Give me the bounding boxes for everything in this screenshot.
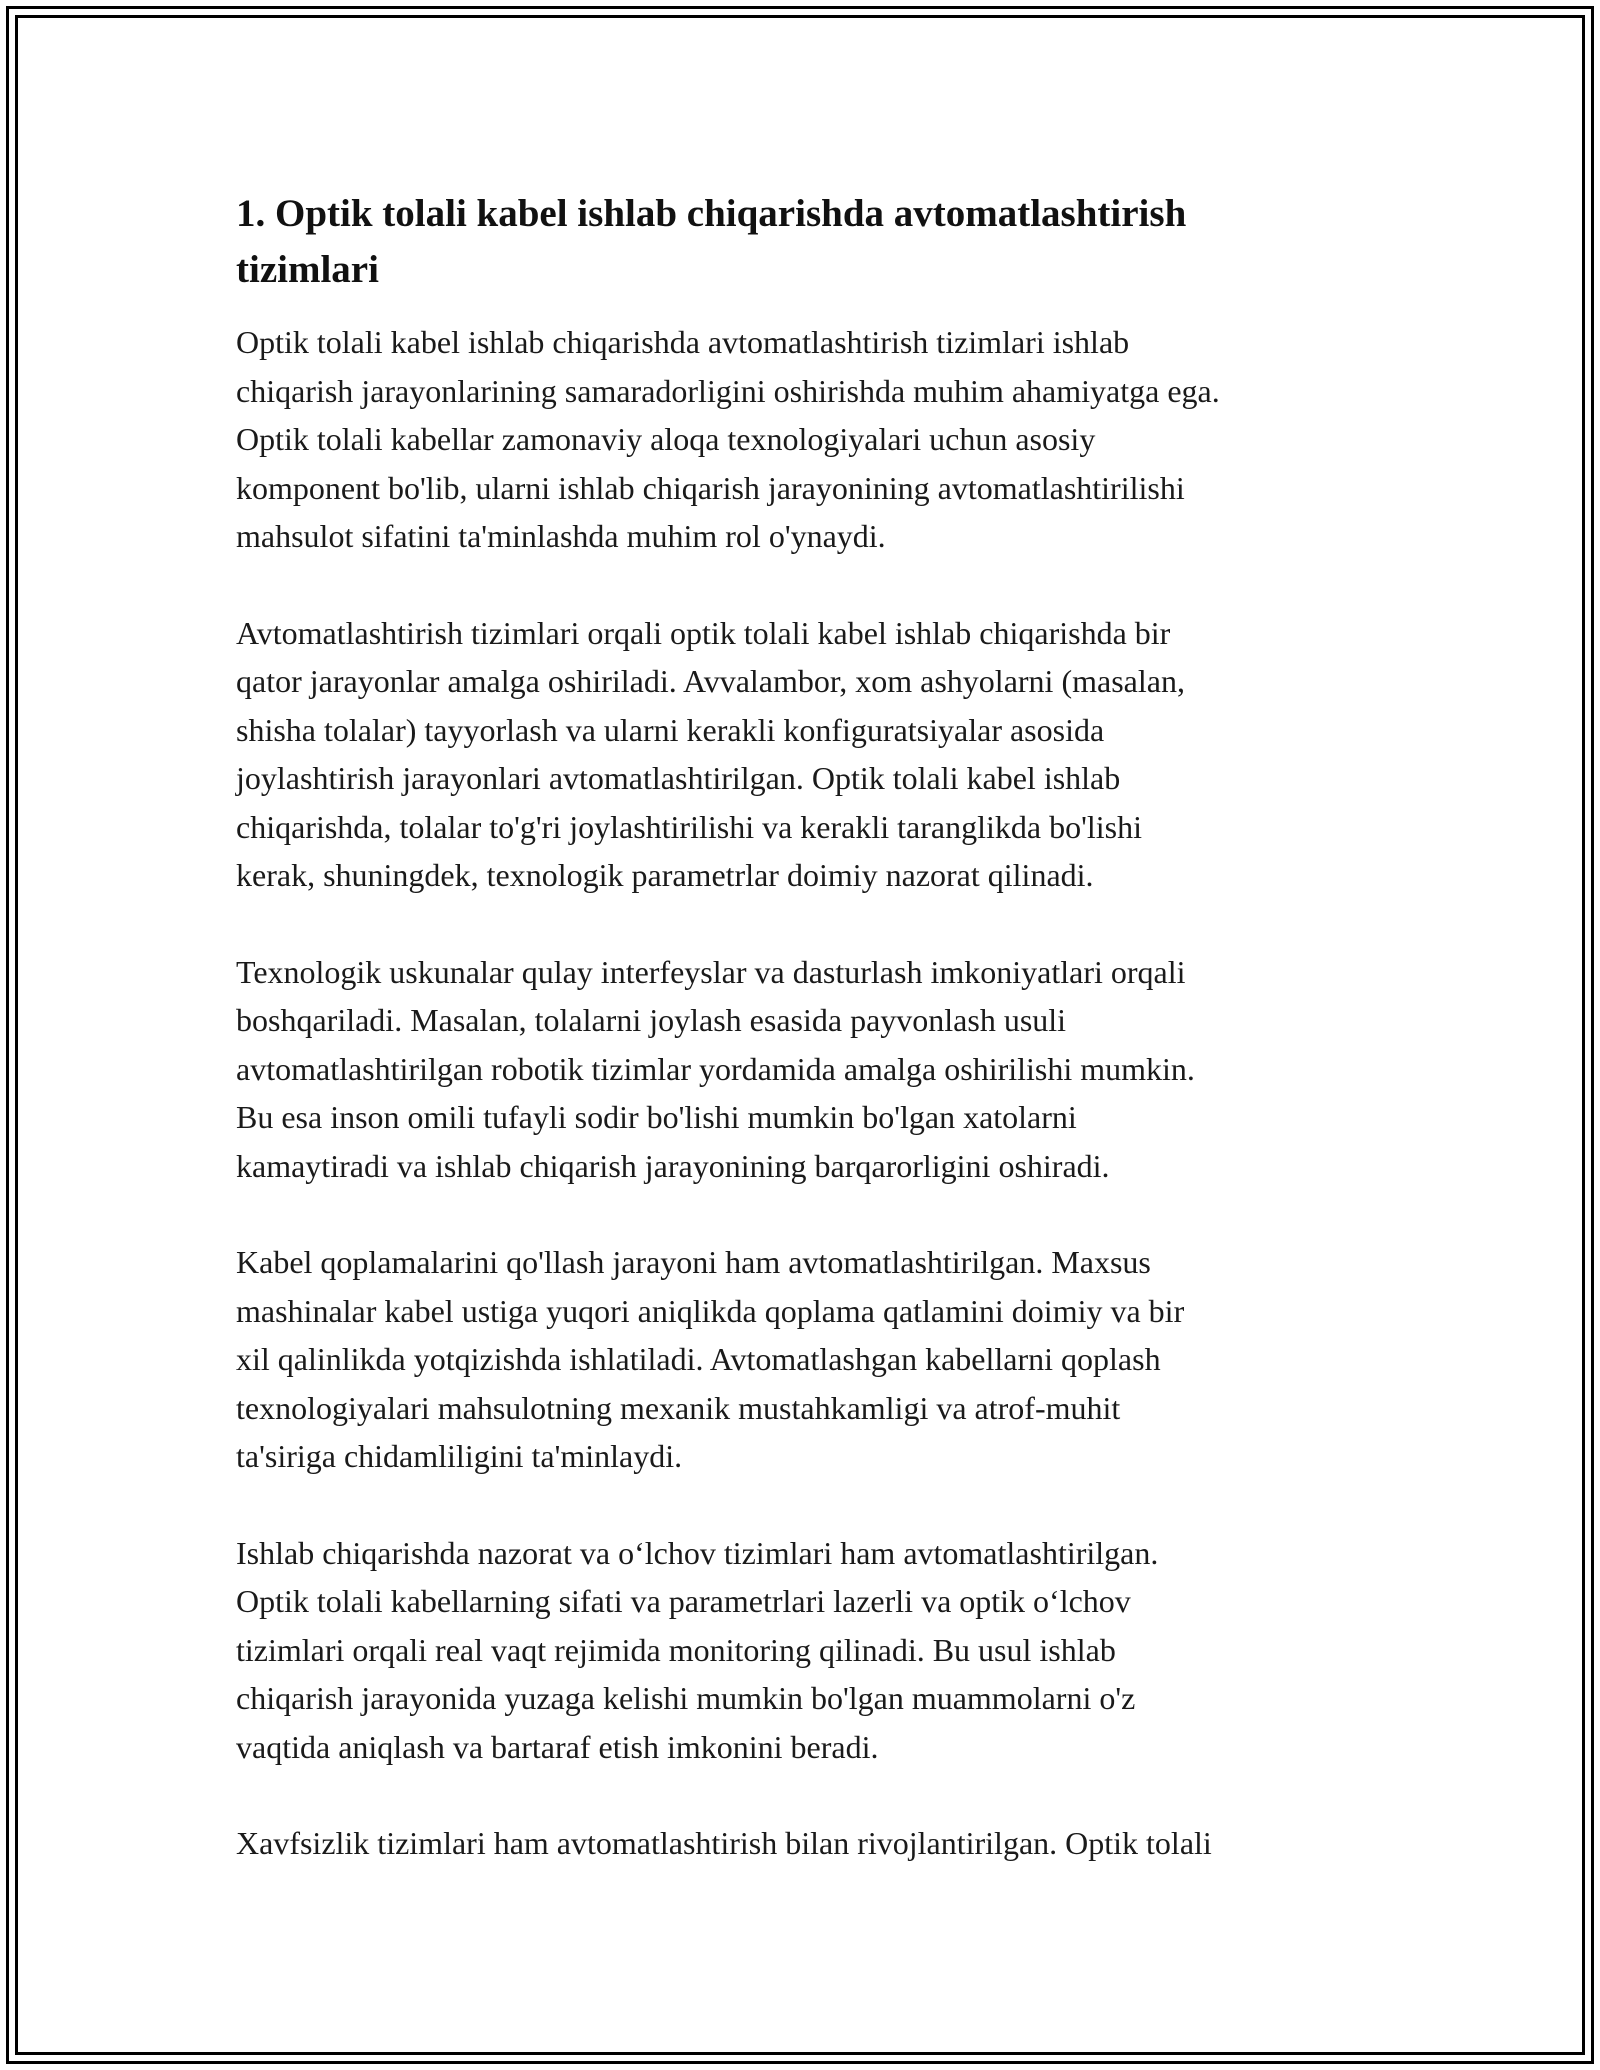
paragraph-line: avtomatlashtirilgan robotik tizimlar yordamida amalga oshirilishi mumkin.: [236, 1050, 1195, 1087]
paragraph-line: komponent bo'lib, ularni ishlab chiqarish jarayonining avtomatlashtirilishi: [236, 469, 1185, 506]
paragraph-line: Xavfsizlik tizimlari ham avtomatlashtirish bilan rivojlantirilgan. Optik tolali: [236, 1825, 1212, 1861]
paragraph-line: Avtomatlashtirish tizimlari orqali optik tolali kabel ishlab chiqarishda bir: [236, 614, 1171, 651]
paragraph-line: chiqarish jarayonlarining samaradorligini oshirishda muhim ahamiyatga ega.: [236, 372, 1220, 409]
title-line: 1. Optik tolali kabel ishlab chiqarishda avtomatlashtirish: [236, 192, 1187, 235]
paragraph-line: Texnologik uskunalar qulay interfeyslar va dasturlash imkoniyatlari orqali: [236, 953, 1186, 990]
paragraph-coating: [236, 1238, 1376, 1481]
paragraph-line: mahsulot sifatini ta'minlashda muhim rol o'ynaydi.: [236, 518, 886, 554]
paragraph-safety: [236, 1819, 1376, 1868]
paragraph-line: qator jarayonlar amalga oshiriladi. Avvalambor, xom ashyolarni (masalan,: [236, 663, 1185, 699]
paragraph-line: Optik tolali kabellar zamonaviy aloqa texnologiyalari uchun asosiy: [236, 421, 1096, 457]
paragraph-line: chiqarishda, tolalar to'g'ri joylashtirilishi va kerakli taranglikda bo'lishi: [236, 808, 1142, 845]
paragraph-measurement: [236, 1529, 1376, 1772]
paragraph-intro: [236, 318, 1376, 561]
paragraph-line: ta'siriga chidamliligini ta'minlaydi.: [236, 1438, 683, 1474]
paragraph-line: Ishlab chiqarishda nazorat va o‘lchov tizimlari ham avtomatlashtirilgan.: [236, 1534, 1159, 1571]
paragraph-line: Kabel qoplamalarini qo'llash jarayoni ham avtomatlashtirilgan. Maxsus: [236, 1244, 1151, 1280]
document-body: [236, 186, 1376, 1916]
paragraph-line: mashinalar kabel ustiga yuqori aniqlikda qoplama qatlamini doimiy va bir: [236, 1292, 1185, 1329]
paragraph-line: chiqarish jarayonida yuzaga kelishi mumkin bo'lgan muammolarni o'z: [236, 1680, 1136, 1716]
paragraph-line: shisha tolalar) tayyorlash va ularni kerakli konfiguratsiyalar asosida: [236, 711, 1105, 748]
paragraph-line: kamaytiradi va ishlab chiqarish jarayonining barqarorligini oshiradi.: [236, 1147, 1110, 1184]
paragraph-line: Optik tolali kabellarning sifati va parametrlari lazerli va optik o‘lchov: [236, 1583, 1131, 1619]
paragraph-line: texnologiyalari mahsulotning mexanik mustahkamligi va atrof-muhit: [236, 1389, 1121, 1426]
title-line: tizimlari: [236, 248, 379, 291]
paragraph-processes: [236, 609, 1376, 900]
paragraph-line: xil qalinlikda yotqizishda ishlatiladi. Avtomatlashgan kabellarni qoplash: [236, 1341, 1161, 1377]
paragraph-line: joylashtirish jarayonlari avtomatlashtirilgan. Optik tolali kabel ishlab: [236, 760, 1121, 796]
paragraph-line: kerak, shuningdek, texnologik parametrlar doimiy nazorat qilinadi.: [236, 857, 1094, 893]
paragraph-line: vaqtida aniqlash va bartaraf etish imkonini beradi.: [236, 1728, 879, 1765]
paragraph-line: Optik tolali kabel ishlab chiqarishda avtomatlashtirish tizimlari ishlab: [236, 324, 1130, 360]
paragraph-line: tizimlari orqali real vaqt rejimida monitoring qilinadi. Bu usul ishlab: [236, 1631, 1116, 1668]
paragraph-equipment: [236, 948, 1376, 1191]
page-title: [236, 186, 1376, 298]
paragraph-line: Bu esa inson omili tufayli sodir bo'lishi mumkin bo'lgan xatolarni: [236, 1099, 1077, 1135]
paragraph-line: boshqariladi. Masalan, tolalarni joylash esasida payvonlash usuli: [236, 1002, 1067, 1038]
